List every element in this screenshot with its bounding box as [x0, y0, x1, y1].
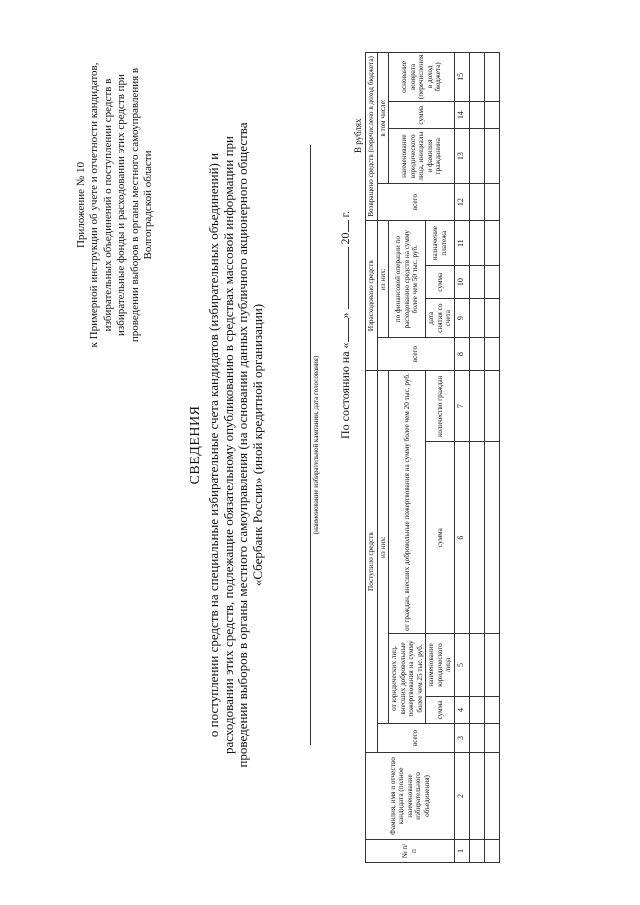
received-header: Поступило средств [366, 371, 378, 753]
citizens-count-header: количество граждан [426, 371, 455, 442]
column-number: 10 [454, 266, 469, 299]
year-prefix: 20 [338, 232, 352, 245]
returned-total-header: всего [377, 184, 454, 221]
campaign-name-caption: (наименование избирательной кампании, дата голосования) [312, 355, 320, 535]
appendix-note [75, 25, 155, 385]
spent-total-header: всего [377, 338, 454, 371]
year-suffix: г. [338, 210, 352, 218]
as-of-prefix: По состоянию на « [338, 342, 352, 439]
document-description [207, 25, 265, 865]
year-blank [348, 220, 349, 232]
header-row [366, 52, 378, 862]
appendix-line: Приложение № 10 [75, 161, 87, 249]
appendix-line: проведении выборов в органы местного самоуправления в [128, 67, 141, 343]
legal-name-header: наименование юридического лица [426, 634, 455, 697]
returned-including-header: в том числе: [377, 52, 389, 184]
legal-entities-header: от юридических лиц, внесших добровольные пожертвования на сумму более чем 25 тыс. руб. [389, 634, 426, 724]
column-number: 9 [454, 299, 469, 338]
month-blank [348, 247, 349, 309]
description-line: «Сбербанк России» (иной кредитной организации) [249, 303, 265, 587]
column-numbers-row [454, 52, 469, 862]
return-basis-header: основание возврата (перечисления в доход бюджета) [389, 52, 455, 102]
campaign-name-line [310, 145, 311, 745]
spent-header: Израсходовано средств [366, 221, 378, 371]
funds-table [365, 52, 500, 863]
column-number: 6 [454, 442, 469, 634]
spent-of-them-header: из них: [377, 221, 389, 338]
column-number: 1 [454, 840, 469, 863]
column-number: 11 [454, 221, 469, 266]
received-total-header: всего [377, 724, 454, 753]
return-recipient-header: наименование юридического лица, инициалы и фамилия гражданина [389, 129, 455, 184]
appendix-line: к Примерной инструкции об учете и отчетности кандидатов, [88, 62, 101, 348]
received-of-them-header: из них: [377, 371, 389, 724]
appendix-line: избирательных объединений о поступлении средств в [101, 78, 114, 332]
description-line: проведении выборов в органы местного самоуправления (на основании данных публичного акционерного общества [235, 122, 250, 768]
fin-ops-header: по финансовой операции по расходованию средств на сумму более чем 50 тыс. руб. [389, 221, 426, 338]
citizens-sum-header: сумма [426, 442, 455, 634]
column-number: 8 [454, 338, 469, 371]
appendix-line: Волгоградской области [142, 150, 155, 260]
day-blank [348, 318, 349, 342]
payment-purpose-header: назначение платежа [426, 221, 455, 266]
column-number: 5 [454, 634, 469, 697]
column-number: 15 [454, 52, 469, 102]
return-sum-header: сумма [389, 102, 455, 129]
column-number: 7 [454, 371, 469, 442]
table-row [469, 52, 484, 862]
column-number: 14 [454, 102, 469, 129]
col-no-header: № п/п [366, 840, 455, 863]
currency-note: В рублях [353, 118, 363, 153]
document-title: СВЕДЕНИЯ [188, 405, 203, 485]
citizens-header: от граждан, внесших добровольные пожертвования на сумму более чем 20 тыс. руб. [389, 371, 426, 634]
appendix-line: избирательные фонды и расходовании этих средств при [115, 74, 128, 336]
legal-sum-header: сумма [426, 697, 455, 724]
header-row [377, 52, 389, 862]
column-number: 3 [454, 724, 469, 753]
as-of-date [338, 0, 353, 439]
column-number: 12 [454, 184, 469, 221]
returned-header: Возвращено средств (перечислено в доход бюджета) [366, 52, 378, 221]
column-number: 2 [454, 753, 469, 840]
description-line: расходовании этих средств, подлежащие обязательному опубликованию в средствах массовой информации при [220, 136, 236, 754]
column-number: 4 [454, 697, 469, 724]
as-of-quote: » [338, 312, 352, 319]
column-number: 13 [454, 129, 469, 184]
col-name-header: Фамилия, имя и отчество кандидата (полное наименование избирательного объединения) [366, 753, 455, 840]
fin-ops-sum-header: сумма [426, 266, 455, 299]
description-line: о поступлении средств на специальные избирательные счета кандидатов (избирательных объединений) и [206, 152, 221, 738]
withdrawal-date-header: дата снятия со счета [426, 299, 455, 338]
table-row [484, 52, 499, 862]
